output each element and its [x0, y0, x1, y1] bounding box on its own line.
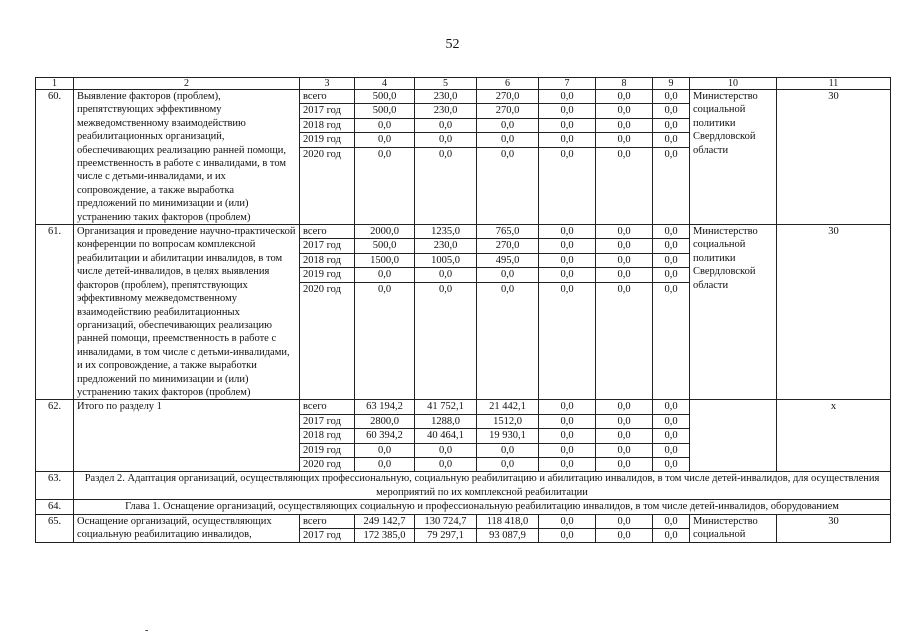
value-line: 172 385,0: [363, 529, 406, 541]
value-line: 0,0: [596, 133, 652, 147]
value-line: 0,0: [653, 104, 689, 118]
value-line: 2020 год: [303, 283, 341, 295]
value-line: 0,0: [539, 268, 595, 282]
value-line: 1005,0: [415, 254, 476, 268]
value-line: 0,0: [664, 458, 678, 470]
value-column-c7: [539, 400, 596, 472]
value-line: 19 930,1: [477, 429, 538, 443]
value-column-c9: [653, 90, 690, 225]
value-line: 2017 год: [300, 415, 354, 429]
value-line: 2800,0: [355, 415, 414, 429]
row-number: 64.: [36, 500, 74, 514]
value-line: 249 142,7: [355, 515, 414, 529]
header-cell: 3: [300, 78, 355, 90]
value-line: 93 087,9: [489, 529, 526, 541]
value-line: 765,0: [477, 225, 538, 239]
value-line: 0,0: [596, 119, 652, 133]
value-line: 270,0: [477, 90, 538, 104]
executor-cell: [690, 400, 777, 472]
value-line: 0,0: [653, 90, 689, 104]
value-line: 60 394,2: [355, 429, 414, 443]
year-cell: [300, 90, 355, 225]
value-line: 0,0: [560, 148, 574, 160]
value-line: 0,0: [596, 400, 652, 414]
value-line: 63 194,2: [355, 400, 414, 414]
value-line: 2000,0: [355, 225, 414, 239]
value-line: 0,0: [355, 268, 414, 282]
value-column-c5: [415, 400, 477, 472]
header-cell: 1: [36, 78, 74, 90]
header-cell: 11: [777, 78, 891, 90]
target-cell: 30: [777, 90, 891, 225]
value-line: 0,0: [653, 239, 689, 253]
year-cell: [300, 225, 355, 400]
value-line: 2017 год: [300, 104, 354, 118]
value-column-c9: [653, 400, 690, 472]
table-row: [36, 400, 891, 472]
value-line: 0,0: [377, 283, 392, 295]
value-line: 2017 год: [303, 529, 341, 541]
value-column-c9: [653, 225, 690, 400]
value-line: 230,0: [415, 104, 476, 118]
section-title: Раздел 2. Адаптация организаций, осуществляющих профессиональную, социальную реабилитацию и абилитацию инвалидов, в том числе детей-инвалидов, для осуществления мероприятий по их комплексной реабилитации: [74, 472, 891, 500]
value-line: 0,0: [377, 458, 392, 470]
value-column-c5: [415, 225, 477, 400]
row-number: 60.: [36, 90, 74, 225]
value-line: 2019 год: [300, 133, 354, 147]
value-line: 0,0: [477, 119, 538, 133]
value-line: 1288,0: [415, 415, 476, 429]
value-line: 0,0: [653, 225, 689, 239]
value-line: 0,0: [539, 119, 595, 133]
row-number: 63.: [36, 472, 74, 500]
value-line: 0,0: [539, 104, 595, 118]
value-line: 0,0: [500, 148, 515, 160]
value-line: 0,0: [596, 104, 652, 118]
value-line: всего: [300, 515, 354, 529]
value-line: 0,0: [596, 268, 652, 282]
value-line: 500,0: [355, 104, 414, 118]
executor-cell: Министерство социальной: [690, 514, 777, 543]
value-line: 0,0: [596, 515, 652, 529]
value-line: 0,0: [539, 415, 595, 429]
row-description: Итого по разделу 1: [74, 400, 300, 472]
value-line: 0,0: [539, 515, 595, 529]
value-column-c5: [415, 514, 477, 543]
value-line: 230,0: [415, 239, 476, 253]
value-column-c4: [355, 400, 415, 472]
value-line: 0,0: [617, 458, 631, 470]
year-cell: [300, 514, 355, 543]
value-line: 0,0: [617, 529, 631, 541]
value-line: 41 752,1: [415, 400, 476, 414]
value-line: 0,0: [596, 90, 652, 104]
value-line: 0,0: [500, 458, 515, 470]
value-line: 2020 год: [303, 458, 341, 470]
value-line: 0,0: [653, 444, 689, 458]
value-line: 1235,0: [415, 225, 476, 239]
value-line: 0,0: [355, 133, 414, 147]
value-line: 0,0: [653, 515, 689, 529]
value-line: 0,0: [539, 254, 595, 268]
page-number: 52: [445, 37, 460, 52]
section-row: [36, 472, 891, 500]
value-line: 0,0: [415, 444, 476, 458]
value-line: 230,0: [415, 90, 476, 104]
value-line: 0,0: [653, 415, 689, 429]
section-title: Глава 1. Оснащение организаций, осуществляющих социальную и профессиональную реабилитацию инвалидов, в том числе детей-инвалидов, оборудованием: [74, 500, 891, 514]
value-column-c6: [477, 90, 539, 225]
value-line: 0,0: [617, 148, 631, 160]
table-row: [36, 514, 891, 543]
value-line: 0,0: [653, 254, 689, 268]
value-line: 270,0: [477, 239, 538, 253]
value-line: 0,0: [415, 119, 476, 133]
header-cell: 6: [477, 78, 539, 90]
row-number: 62.: [36, 400, 74, 472]
value-line: 0,0: [539, 133, 595, 147]
value-line: 118 418,0: [477, 515, 538, 529]
header-cell: 8: [596, 78, 653, 90]
value-line: 2020 год: [303, 148, 341, 160]
target-cell: 30: [777, 225, 891, 400]
value-column-c6: [477, 225, 539, 400]
value-line: 0,0: [477, 133, 538, 147]
value-line: 0,0: [596, 444, 652, 458]
value-line: 2017 год: [300, 239, 354, 253]
value-line: всего: [300, 400, 354, 414]
value-line: 0,0: [477, 444, 538, 458]
value-column-c8: [596, 225, 653, 400]
target-cell: x: [777, 400, 891, 472]
value-line: 0,0: [539, 429, 595, 443]
value-line: всего: [300, 90, 354, 104]
value-column-c6: [477, 400, 539, 472]
value-column-c8: [596, 400, 653, 472]
header-cell: 4: [355, 78, 415, 90]
value-column-c6: [477, 514, 539, 543]
value-line: 0,0: [377, 148, 392, 160]
value-line: 0,0: [438, 283, 453, 295]
value-line: 2019 год: [300, 444, 354, 458]
row-description: Оснащение организаций, осуществляющих социальную реабилитацию инвалидов,: [74, 514, 300, 543]
value-line: 0,0: [653, 429, 689, 443]
value-line: 130 724,7: [415, 515, 476, 529]
table-row: [36, 225, 891, 400]
value-line: 0,0: [539, 225, 595, 239]
value-line: 2018 год: [300, 119, 354, 133]
value-column-c8: [596, 90, 653, 225]
value-line: 0,0: [653, 268, 689, 282]
row-number: 65.: [36, 514, 74, 543]
value-line: 0,0: [500, 283, 515, 295]
value-line: 0,0: [539, 400, 595, 414]
value-line: 0,0: [617, 283, 631, 295]
value-column-c4: [355, 90, 415, 225]
value-line: 0,0: [596, 429, 652, 443]
value-line: 0,0: [539, 90, 595, 104]
value-line: 0,0: [664, 529, 678, 541]
value-line: 0,0: [664, 148, 678, 160]
value-line: 495,0: [477, 254, 538, 268]
value-line: 2018 год: [300, 429, 354, 443]
value-line: 0,0: [653, 133, 689, 147]
value-line: 0,0: [560, 458, 574, 470]
row-description: Организация и проведение научно-практической конференции по вопросам комплексной реабилитации и абилитации инвалидов, в том числе детей-инвалидов, в целях выявления факторов (проблем), препятствующих эффективному межведомственному взаимодействию реабилитационных организаций, обеспечивающих реализацию ранней помощи, преемственность в работе с инвалидами, в том числе с детьми-инвалидами, и их сопровождение, а также выработки предложений по минимизации и (или) устранению таких факторов (проблем): [74, 225, 300, 400]
value-line: 0,0: [355, 119, 414, 133]
value-line: 2018 год: [300, 254, 354, 268]
value-line: 0,0: [596, 254, 652, 268]
value-line: 0,0: [355, 444, 414, 458]
value-column-c7: [539, 90, 596, 225]
value-line: 2019 год: [300, 268, 354, 282]
header-cell: 7: [539, 78, 596, 90]
value-column-c7: [539, 225, 596, 400]
executor-cell: Министерство социальной политики Свердловской области: [690, 225, 777, 400]
target-cell: 30: [777, 514, 891, 543]
value-line: 0,0: [438, 458, 453, 470]
row-description: Выявление факторов (проблем), препятствующих эффективному межведомственному взаимодействию реабилитационных организаций, обеспечивающих реализацию ранней помощи, преемственность в работе с инвалидами, в том числе с детьми-инвалидами, и их сопровождение, а также выработка предложений по минимизации и (или) устранению таких факторов (проблем): [74, 90, 300, 225]
value-column-c4: [355, 225, 415, 400]
value-line: 0,0: [415, 133, 476, 147]
value-line: 0,0: [539, 239, 595, 253]
value-line: 1500,0: [355, 254, 414, 268]
value-column-c8: [596, 514, 653, 543]
table-row: [36, 90, 891, 225]
section-row: [36, 500, 891, 514]
value-column-c4: [355, 514, 415, 543]
value-line: 0,0: [653, 119, 689, 133]
value-line: 500,0: [355, 239, 414, 253]
header-cell: 5: [415, 78, 477, 90]
row-number: 61.: [36, 225, 74, 400]
value-line: 1512,0: [477, 415, 538, 429]
value-line: 0,0: [560, 529, 574, 541]
value-column-c9: [653, 514, 690, 543]
value-line: 0,0: [596, 415, 652, 429]
value-line: 270,0: [477, 104, 538, 118]
header-cell: 10: [690, 78, 777, 90]
value-column-c5: [415, 90, 477, 225]
value-line: 21 442,1: [477, 400, 538, 414]
value-column-c7: [539, 514, 596, 543]
value-line: 0,0: [664, 283, 678, 295]
value-line: 0,0: [596, 225, 652, 239]
value-line: 0,0: [653, 400, 689, 414]
value-line: 0,0: [477, 268, 538, 282]
value-line: 0,0: [438, 148, 453, 160]
year-cell: [300, 400, 355, 472]
value-line: 40 464,1: [415, 429, 476, 443]
header-row: [36, 78, 891, 90]
value-line: 0,0: [560, 283, 574, 295]
value-line: 0,0: [596, 239, 652, 253]
header-cell: 2: [74, 78, 300, 90]
footer-mark: -: [145, 625, 149, 636]
program-table: [35, 77, 891, 543]
value-line: 0,0: [415, 268, 476, 282]
value-line: 79 297,1: [427, 529, 464, 541]
value-line: 500,0: [355, 90, 414, 104]
header-cell: 9: [653, 78, 690, 90]
value-line: всего: [300, 225, 354, 239]
executor-cell: Министерство социальной политики Свердловской области: [690, 90, 777, 225]
value-line: 0,0: [539, 444, 595, 458]
